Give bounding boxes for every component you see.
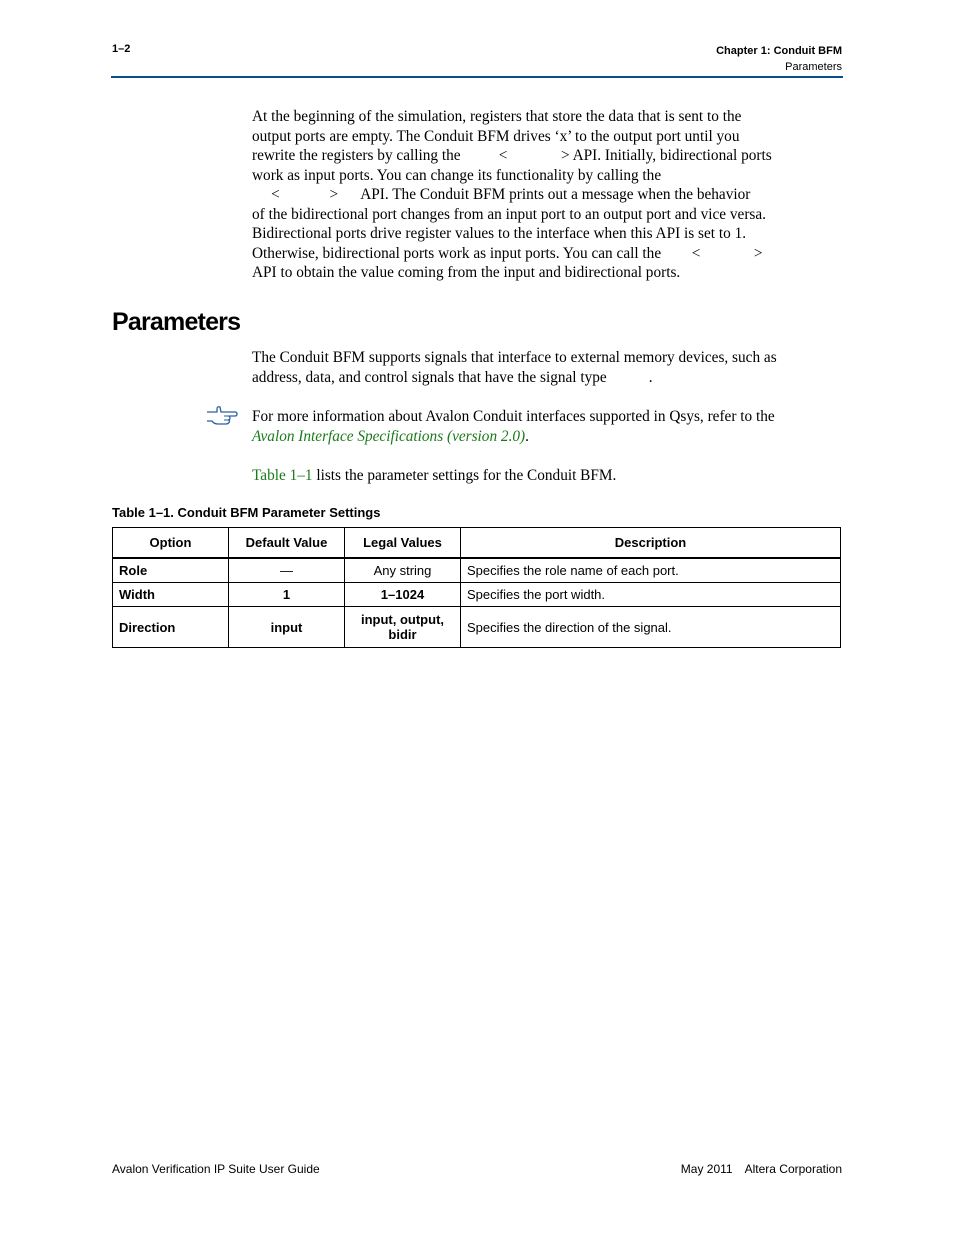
intro-paragraph [252,107,844,283]
running-header [716,43,842,75]
spec-link[interactable]: Avalon Interface Specifications (version 2.0) [252,427,526,445]
column-header: Description [461,528,841,559]
text-line: work as input ports. You can change its functionality by calling the [252,166,662,184]
table-reference [252,466,844,486]
text-line: output ports are empty. The Conduit BFM drives ‘x’ to the output port until you [252,127,740,145]
legal-cell: 1–1024 [345,583,461,607]
description-cell: Specifies the role name of each port. [461,558,841,583]
option-cell: Width [113,583,229,607]
pointing-hand-icon [205,404,239,426]
text-line: Otherwise, bidirectional ports work as input ports. You can call the < > [252,244,763,262]
column-header: Legal Values [345,528,461,559]
footer-company: Altera Corporation [744,1162,842,1176]
text-line: address, data, and control signals that have the signal type . [252,368,653,386]
table-caption: Table 1–1. Conduit BFM Parameter Settings [112,505,381,520]
default-cell: 1 [229,583,345,607]
note-suffix: . [525,427,529,445]
note-text: For more information about Avalon Conduit interfaces supported in Qsys, refer to the [252,408,775,425]
default-cell: input [229,607,345,648]
text-line: < > API. The Conduit BFM prints out a message when the behavior [252,186,751,203]
text-line: API to obtain the value coming from the input and bidirectional ports. [252,264,681,281]
table-header-row [113,528,841,559]
legal-value-line: input, output, [360,612,445,627]
text-line: of the bidirectional port changes from an input port to an output port and vice versa. [252,205,766,223]
table-ref-text: lists the parameter settings for the Conduit BFM. [312,467,617,484]
description-cell: Specifies the direction of the signal. [461,607,841,648]
text-line: At the beginning of the simulation, registers that store the data that is sent to the [252,108,742,125]
table-row [113,583,841,607]
legal-cell: Any string [345,558,461,583]
option-cell: Role [113,558,229,583]
column-header: Option [113,528,229,559]
section-heading: Parameters [112,308,241,336]
legal-value-line: bidir [388,627,417,642]
chapter-title: Chapter 1: Conduit BFM [716,45,842,57]
section-title: Parameters [785,61,842,73]
text-line: The Conduit BFM supports signals that interface to external memory devices, such as [252,349,777,366]
footer-date: May 2011 [680,1162,733,1176]
table-row [113,607,841,648]
table-link[interactable]: Table 1–1 [252,467,313,484]
table-row [113,558,841,583]
option-cell: Direction [113,607,229,648]
description-cell: Specifies the port width. [461,583,841,607]
footer-right [681,1162,842,1176]
footer-title: Avalon Verification IP Suite User Guide [112,1162,320,1176]
legal-cell [345,607,461,648]
column-header: Default Value [229,528,345,559]
header-rule [111,76,843,78]
parameter-table [112,527,841,648]
text-line: Bidirectional ports drive register values to the interface when this API is set to 1. [252,225,747,242]
note-paragraph [252,407,844,446]
support-paragraph [252,348,844,387]
page-number: 1–2 [112,43,131,55]
default-cell: — [229,558,345,583]
text-line: rewrite the registers by calling the < > API. Initially, bidirectional ports [252,147,772,164]
